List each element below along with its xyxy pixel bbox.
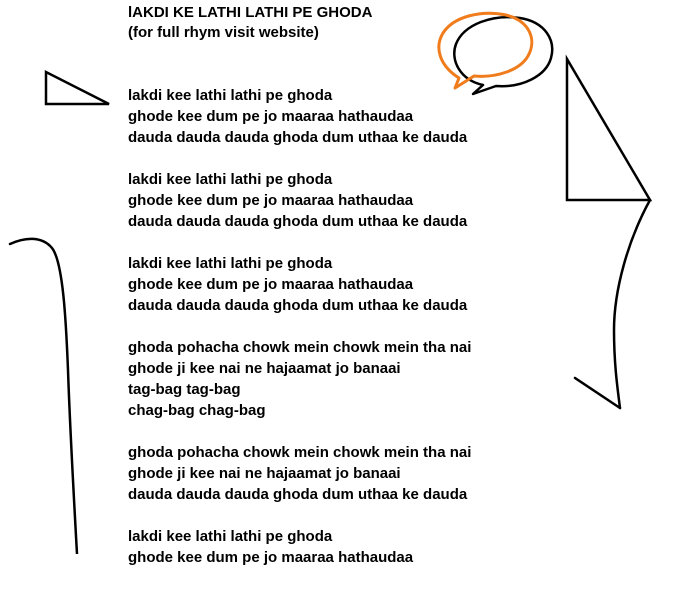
stanza (128, 526, 668, 568)
left-curve (10, 239, 77, 554)
lyric-line: dauda dauda dauda ghoda dum uthaa ke dauda (128, 213, 468, 230)
lyric-line: dauda dauda dauda ghoda dum uthaa ke dauda (128, 297, 468, 314)
stanza (128, 442, 668, 505)
lyric-line: lakdi kee lathi lathi pe ghoda (128, 87, 333, 104)
lyric-line: lakdi kee lathi lathi pe ghoda (128, 171, 333, 188)
lyric-line: ghode kee dum pe jo maaraa hathaudaa (128, 276, 414, 293)
lyric-line: ghode ji kee nai ne hajaamat jo banaai (128, 360, 401, 377)
lyric-line: tag-bag tag-bag (128, 381, 241, 398)
stanza (128, 85, 668, 148)
lyrics-body (128, 85, 668, 589)
lyric-line: lakdi kee lathi lathi pe ghoda (128, 528, 333, 545)
page-title: lAKDI KE LATHI LATHI PE GHODA (128, 4, 373, 21)
page-subtitle: (for full rhym visit website) (128, 24, 319, 41)
lyric-line: ghode kee dum pe jo maaraa hathaudaa (128, 108, 414, 125)
orange-speech-bubble (439, 13, 532, 88)
lyric-line: ghode kee dum pe jo maaraa hathaudaa (128, 549, 414, 566)
black-speech-bubble (454, 17, 552, 94)
stanza (128, 169, 668, 232)
lyric-line: dauda dauda dauda ghoda dum uthaa ke dauda (128, 486, 468, 503)
stanza (128, 337, 668, 421)
lyric-line: chag-bag chag-bag (128, 402, 266, 419)
lyric-line: lakdi kee lathi lathi pe ghoda (128, 255, 333, 272)
lyric-line: ghode kee dum pe jo maaraa hathaudaa (128, 192, 414, 209)
lyric-line: ghode ji kee nai ne hajaamat jo banaai (128, 465, 401, 482)
stanza (128, 253, 668, 316)
triangle-icon (46, 72, 109, 104)
lyric-line: dauda dauda dauda ghoda dum uthaa ke dauda (128, 129, 468, 146)
lyric-line: ghoda pohacha chowk mein chowk mein tha nai (128, 339, 472, 356)
speech-bubbles-icon (439, 13, 552, 94)
lyric-line: ghoda pohacha chowk mein chowk mein tha nai (128, 444, 472, 461)
